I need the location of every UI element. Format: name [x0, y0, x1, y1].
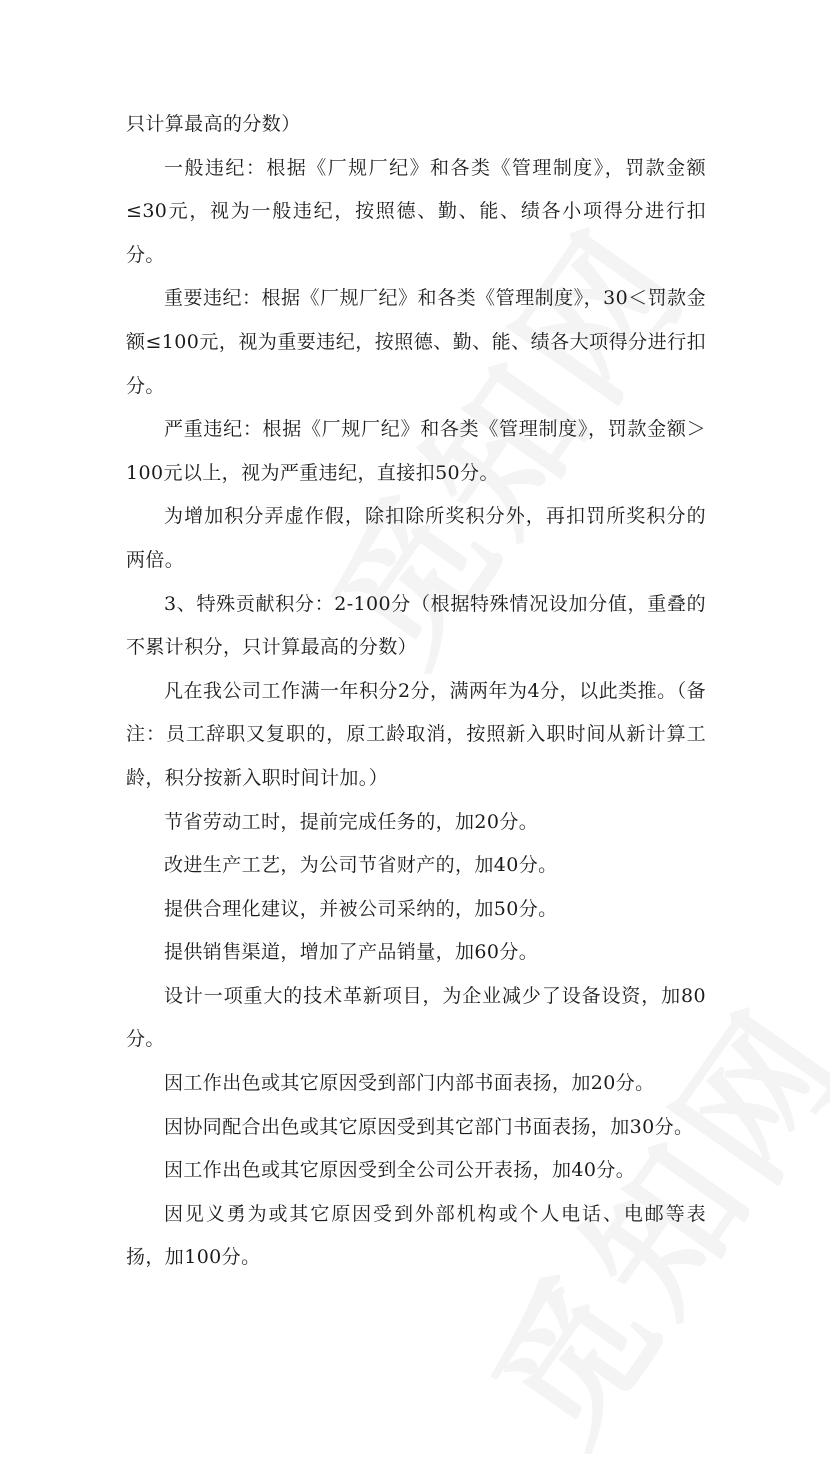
paragraph-special-contribution: 3、特殊贡献积分：2-100分（根据特殊情况设加分值，重叠的不累计积分，只计算最高的分数） — [126, 592, 706, 659]
paragraph-fraud-penalty: 为增加积分弄虚作假，除扣除所奖积分外，再扣罚所奖积分的两倍。 — [126, 505, 706, 571]
paragraph-suggestion: 提供合理化建议，并被公司采纳的，加50分。 — [164, 897, 558, 920]
paragraph-tech-innovation: 设计一项重大的技术革新项目，为企业减少了设备设资，加80分。 — [126, 984, 706, 1051]
paragraph-company-praise: 因工作出色或其它原因受到全公司公开表扬，加40分。 — [164, 1159, 636, 1182]
paragraph-other-dept-praise: 因协同配合出色或其它原因受到其它部门书面表扬，加30分。 — [164, 1115, 694, 1138]
paragraph-improve-process: 改进生产工艺，为公司节省财产的，加40分。 — [164, 854, 558, 877]
paragraph-important-violation: 重要违纪：根据《厂规厂纪》和各类《管理制度》，30＜罚款金额≤100元，视为重要违纪，按照德、勤、能、绩各大项得分进行扣分。 — [126, 287, 706, 397]
paragraph-seniority-points: 凡在我公司工作满一年积分2分，满两年为4分，以此类推。（备注：员工辞职又复职的，原工龄取消，按照新入职时间从新计算工龄，积分按新入职时间计加。） — [126, 679, 706, 789]
paragraph-serious-violation: 严重违纪：根据《厂规厂纪》和各类《管理制度》，罚款金额＞100元以上，视为严重违纪，直接扣50分。 — [126, 418, 706, 484]
document-body — [126, 103, 706, 1280]
paragraph-dept-praise: 因工作出色或其它原因受到部门内部书面表扬，加20分。 — [164, 1072, 655, 1095]
paragraph-sales-channel: 提供销售渠道，增加了产品销量，加60分。 — [164, 941, 539, 964]
paragraph-score-note: 只计算最高的分数） — [126, 113, 301, 135]
paragraph-save-labor: 节省劳动工时，提前完成任务的，加20分。 — [164, 810, 539, 833]
paragraph-general-violation: 一般违纪：根据《厂规厂纪》和各类《管理制度》，罚款金额≤30元，视为一般违纪，按照德、勤、能、绩各小项得分进行扣分。 — [126, 156, 706, 266]
paragraph-external-praise: 因见义勇为或其它原因受到外部机构或个人电话、电邮等表扬，加100分。 — [126, 1202, 706, 1269]
